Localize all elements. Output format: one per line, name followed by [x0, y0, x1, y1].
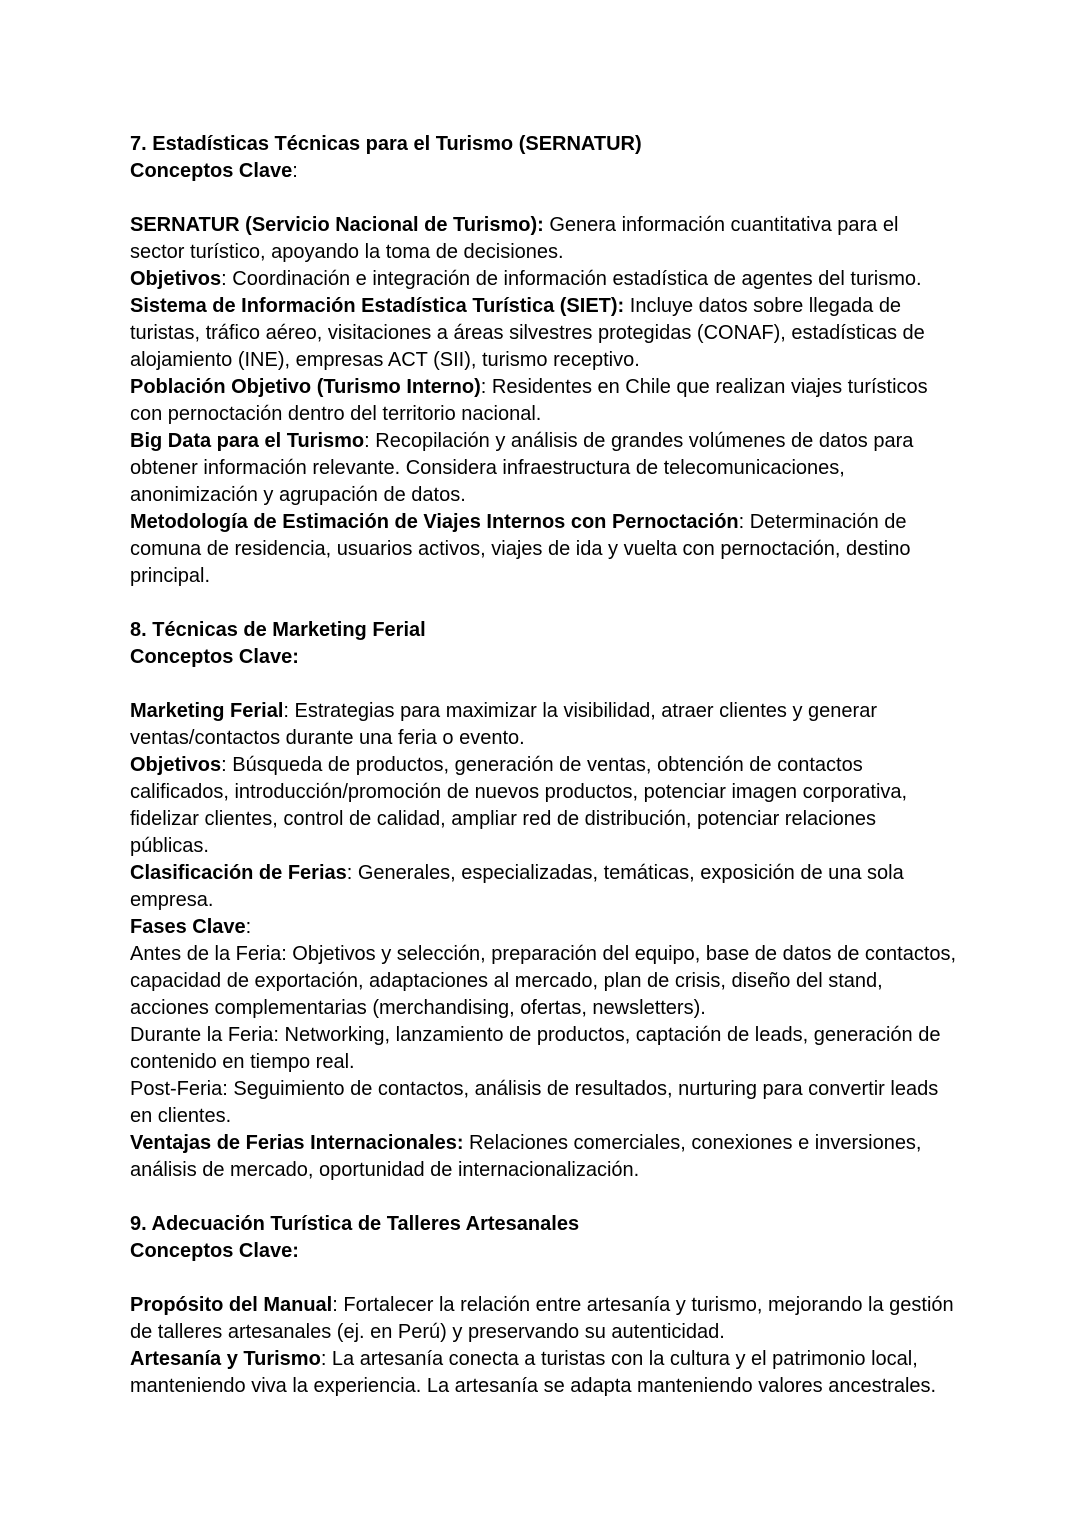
paragraph	[130, 374, 958, 428]
blank-line	[130, 185, 958, 212]
section-9-heading: 9. Adecuación Turística de Talleres Artesanales	[130, 1213, 580, 1235]
body-text: : Estrategias para maximizar la visibilidad, atraer clientes y generar ventas/contactos durante una feria o evento.	[130, 700, 877, 749]
paragraph	[130, 1076, 958, 1130]
paragraph	[130, 428, 958, 509]
subheading-bold-text: Conceptos Clave:	[130, 646, 299, 668]
term-text: Propósito del Manual	[130, 1294, 333, 1316]
section-7-heading: 7. Estadísticas Técnicas para el Turismo (SERNATUR)	[130, 133, 642, 155]
body-text: Durante la Feria: Networking, lanzamiento de productos, captación de leads, generación de contenido en tiempo real.	[130, 1024, 941, 1073]
blank-line	[130, 1265, 958, 1292]
subheading-bold-text: Conceptos Clave	[130, 160, 293, 182]
section-9	[130, 1211, 958, 1400]
term-text: Clasificación de Ferias	[130, 862, 347, 884]
section-8-subheading	[130, 644, 958, 671]
body-text: : Coordinación e integración de información estadística de agentes del turismo.	[221, 268, 922, 290]
term-text: Artesanía y Turismo	[130, 1348, 321, 1370]
section-8	[130, 617, 958, 1184]
body-text: : Búsqueda de productos, generación de ventas, obtención de contactos calificados, introducción/promoción de nuevos productos, potenciar imagen corporativa, fidelizar clientes, control de calidad, ampliar red de distribución, potenciar relaciones públicas.	[130, 754, 908, 857]
section-7	[130, 131, 958, 590]
section-8-heading: 8. Técnicas de Marketing Ferial	[130, 619, 426, 641]
body-text: : Residentes en Chile que realizan viajes turísticos con pernoctación dentro del territorio nacional.	[130, 376, 928, 425]
subheading-bold-text: Conceptos Clave:	[130, 1240, 299, 1262]
document-content	[130, 131, 958, 1400]
body-text: : La artesanía conecta a turistas con la cultura y el patrimonio local, manteniendo viva la experiencia. La artesanía se adapta manteniendo valores ancestrales.	[130, 1348, 937, 1397]
paragraph	[130, 941, 958, 1022]
paragraph	[130, 1130, 958, 1184]
paragraph	[130, 860, 958, 914]
paragraph	[130, 266, 958, 293]
body-text: : Recopilación y análisis de grandes volúmenes de datos para obtener información relevante. Considera infraestructura de telecomunicaciones, anonimización y agrupación de datos.	[130, 430, 914, 506]
term-text: Ventajas de Ferias Internacionales:	[130, 1132, 464, 1154]
paragraph	[130, 212, 958, 266]
body-text: :	[245, 916, 252, 938]
body-text: Post-Feria: Seguimiento de contactos, análisis de resultados, nurturing para convertir leads en clientes.	[130, 1078, 939, 1127]
term-text: Metodología de Estimación de Viajes Internos con Pernoctación	[130, 511, 739, 533]
term-text: Big Data para el Turismo	[130, 430, 365, 452]
paragraph	[130, 752, 958, 860]
body-text: Antes de la Feria: Objetivos y selección, preparación del equipo, base de datos de contactos, capacidad de exportación, adaptaciones al mercado, plan de crisis, diseño del stand, acciones complementarias (merchandising, ofertas, newsletters).	[130, 943, 957, 1019]
paragraph	[130, 1346, 958, 1400]
paragraph	[130, 1022, 958, 1076]
term-text: Marketing Ferial	[130, 700, 284, 722]
body-text: : Fortalecer la relación entre artesanía y turismo, mejorando la gestión de talleres artesanales (ej. en Perú) y preservando su autenticidad.	[130, 1294, 954, 1343]
body-text: Genera información cuantitativa para el sector turístico, apoyando la toma de decisiones.	[130, 214, 899, 263]
paragraph	[130, 914, 958, 941]
term-text: SERNATUR (Servicio Nacional de Turismo):	[130, 214, 544, 236]
paragraph	[130, 1292, 958, 1346]
subheading-rest-text: :	[292, 160, 298, 182]
term-text: Población Objetivo (Turismo Interno)	[130, 376, 481, 398]
term-text: Objetivos	[130, 268, 222, 290]
term-text: Objetivos	[130, 754, 222, 776]
body-text: : Determinación de comuna de residencia, usuarios activos, viajes de ida y vuelta con pernoctación, destino principal.	[130, 511, 911, 587]
paragraph	[130, 293, 958, 374]
paragraph	[130, 698, 958, 752]
section-9-subheading	[130, 1238, 958, 1265]
body-text: Incluye datos sobre llegada de turistas, tráfico aéreo, visitaciones a áreas silvestres protegidas (CONAF), estadísticas de alojamiento (INE), empresas ACT (SII), turismo receptivo.	[130, 295, 925, 371]
section-7-subheading	[130, 158, 958, 185]
blank-line	[130, 671, 958, 698]
paragraph	[130, 509, 958, 590]
term-text: Fases Clave	[130, 916, 246, 938]
term-text: Sistema de Información Estadística Turística (SIET):	[130, 295, 625, 317]
body-text: : Generales, especializadas, temáticas, exposición de una sola empresa.	[130, 862, 904, 911]
body-text: Relaciones comerciales, conexiones e inversiones, análisis de mercado, oportunidad de internacionalización.	[130, 1132, 922, 1181]
